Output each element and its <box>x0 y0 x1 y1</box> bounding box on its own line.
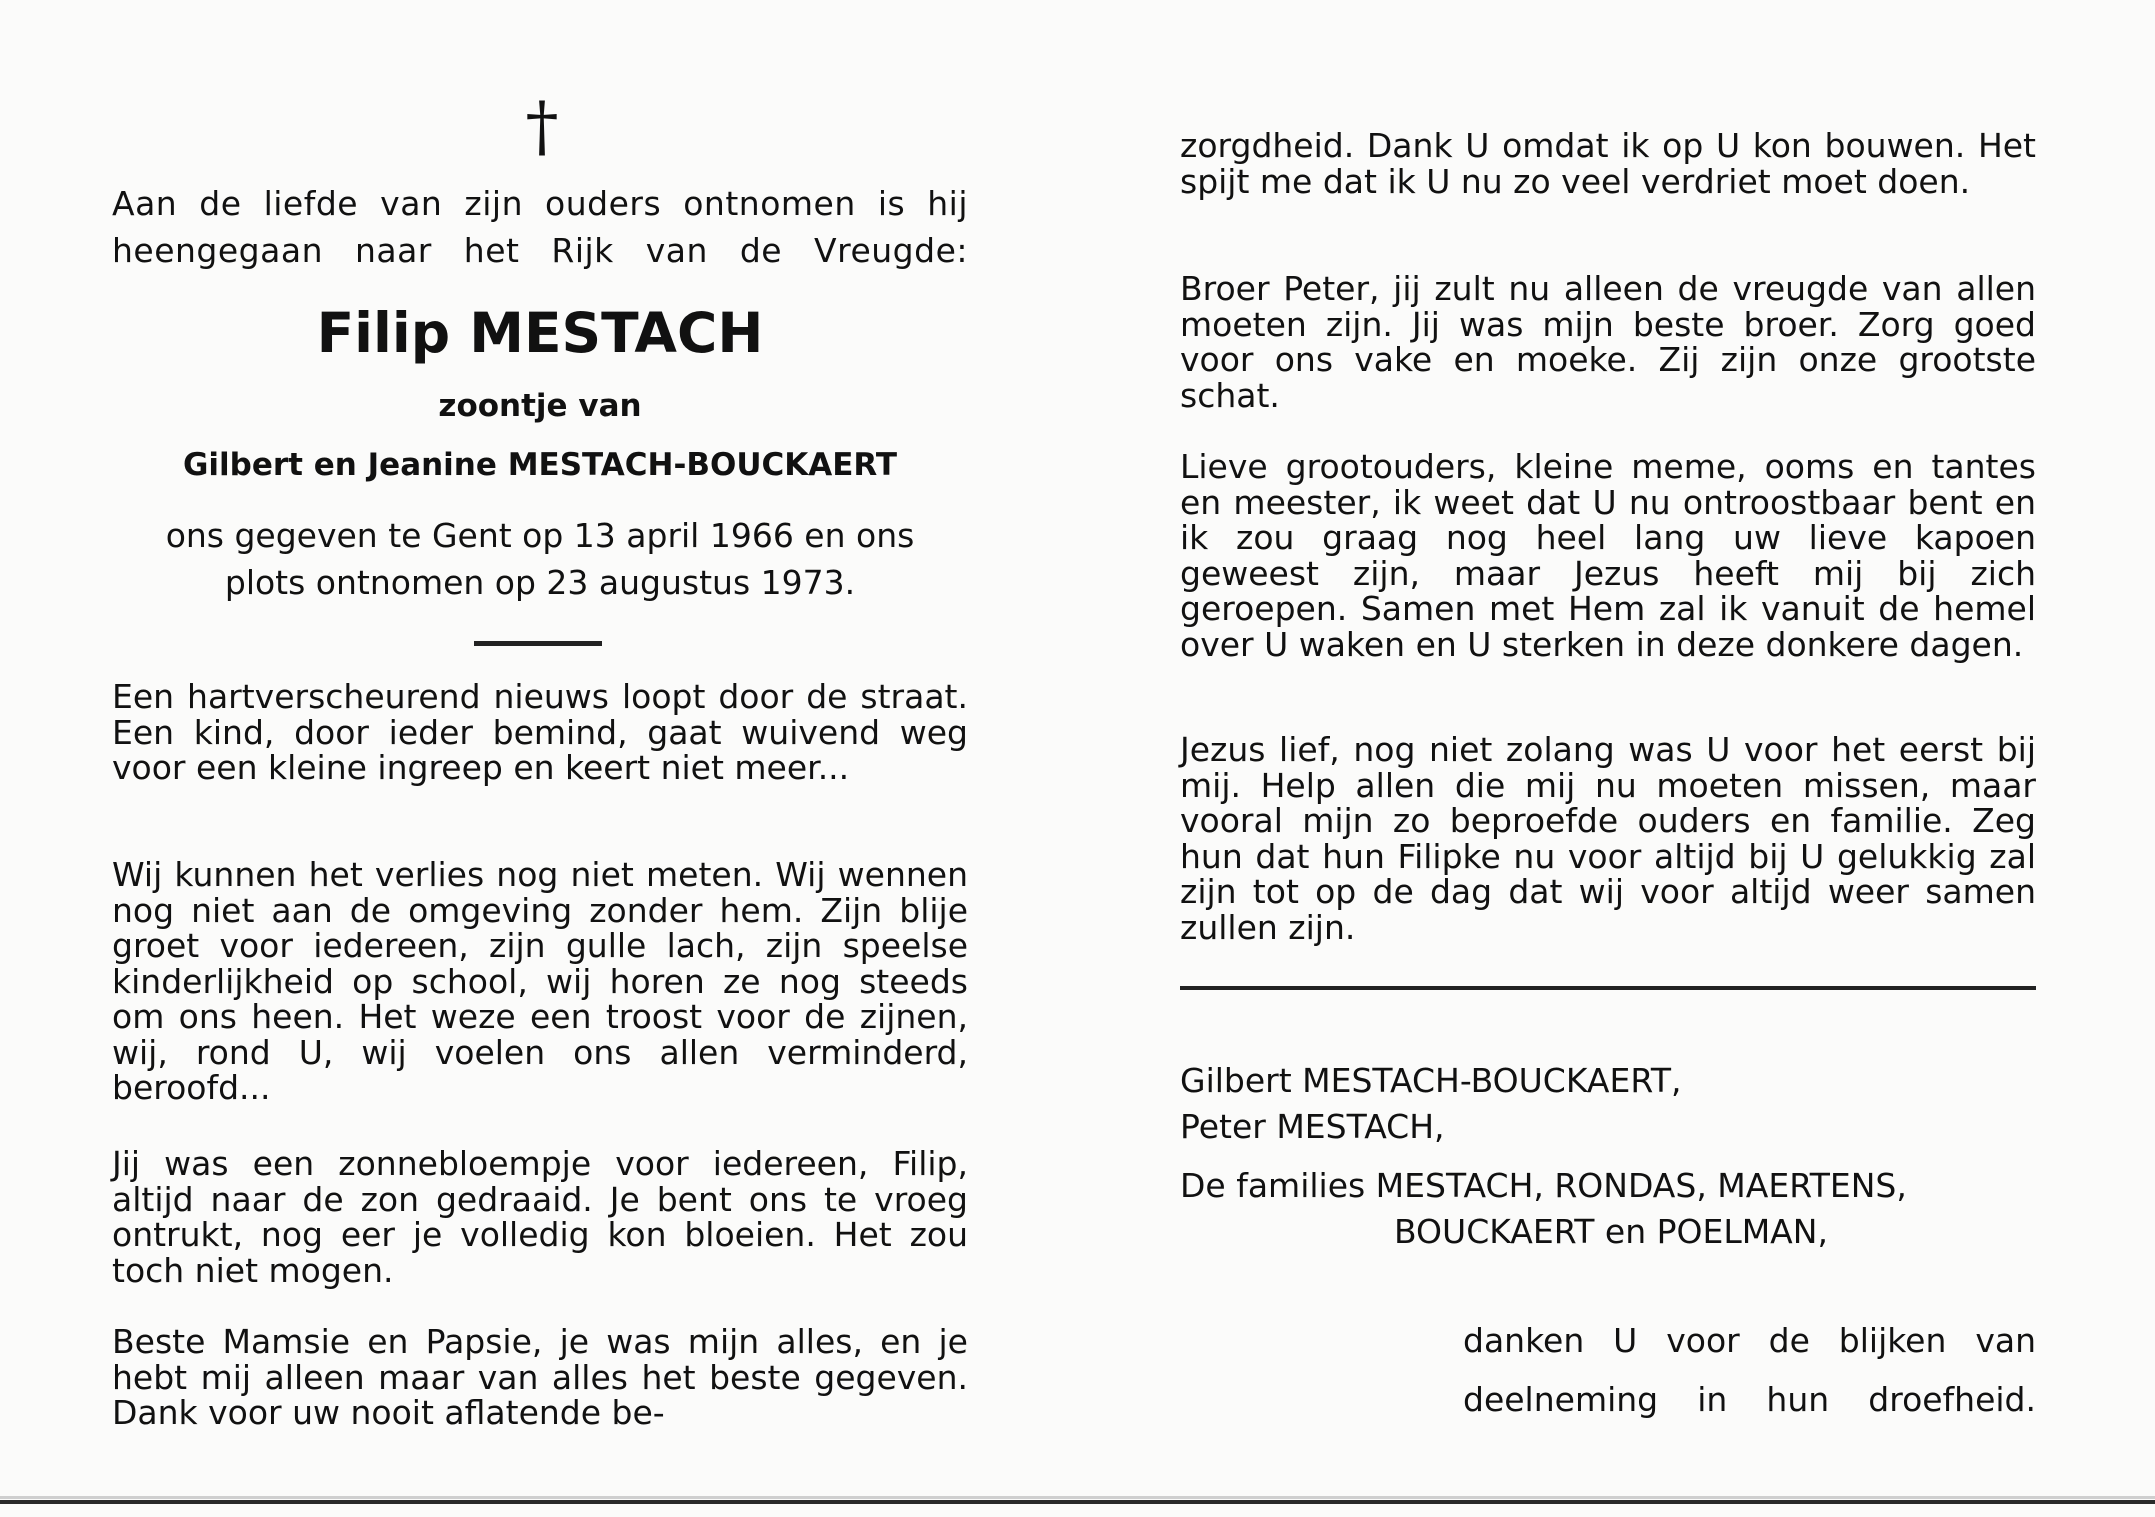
paragraph: Jij was een zonnebloempje voor iedereen, Filip, altijd naar de zon gedraaid. Je bent ons te vroeg ontrukt, nog eer je volledig kon bloeien. Het zou toch niet mogen. <box>112 1144 968 1290</box>
signatory-line: De families MESTACH, RONDAS, MAERTENS, <box>1180 1166 1907 1205</box>
dates-line: ons gegeven te Gent op 13 april 1966 en ons <box>165 516 915 555</box>
parents-names: Gilbert en Jeanine MESTACH-BOUCKAERT <box>182 447 898 483</box>
divider <box>474 641 602 646</box>
intro-line: heengegaan naar het Rijk van de Vreugde: <box>112 231 968 270</box>
paragraph: Beste Mamsie en Papsie, je was mijn alles, en je hebt mij alleen maar van alles het beste gegeven. Dank voor uw nooit aflatende be- <box>112 1322 968 1432</box>
thanks-line: deelneming in hun droefheid. <box>1463 1380 2036 1419</box>
signatory-line: BOUCKAERT en POELMAN, <box>1394 1212 1828 1251</box>
intro-text <box>112 180 968 274</box>
paragraph: zorgdheid. Dank U omdat ik op U kon bouwen. Het spijt me dat ik U nu zo veel verdriet moet doen. <box>1180 126 2036 201</box>
cross-icon: † <box>525 88 559 165</box>
relation-line: zoontje van <box>438 388 642 424</box>
intro-line: Aan de liefde van zijn ouders ontnomen is hij <box>112 184 968 223</box>
dates-line: plots ontnomen op 23 augustus 1973. <box>224 563 856 602</box>
signatory-line: Gilbert MESTACH-BOUCKAERT, <box>1180 1061 1682 1100</box>
paragraph: Broer Peter, jij zult nu alleen de vreugde van allen moeten zijn. Jij was mijn beste broer. Zorg goed voor ons vake en moeke. Zij zijn onze grootste schat. <box>1180 269 2036 415</box>
card-edge <box>0 1500 2155 1504</box>
deceased-name: Filip MESTACH <box>316 301 764 365</box>
paragraph: Wij kunnen het verlies nog niet meten. Wij wennen nog niet aan de omgeving zonder hem. Zijn blije groet voor iedereen, zijn gulle lach, zijn speelse kinderlijkheid op school, wij horen ze nog steeds om ons heen. Het weze een troost voor de zijnen, wij, rond U, wij voelen ons allen verminderd, beroofd... <box>112 855 968 1107</box>
right-page <box>1180 0 2036 1490</box>
divider <box>1180 986 2036 990</box>
left-page <box>112 0 968 1490</box>
card-edge-shadow <box>0 1496 2155 1499</box>
paragraph: Een hartverscheurend nieuws loopt door de straat. Een kind, door ieder bemind, gaat wuivend weg voor een kleine ingreep en keert niet meer... <box>112 677 968 787</box>
signatory-line: Peter MESTACH, <box>1180 1107 1445 1146</box>
paragraph: Jezus lief, nog niet zolang was U voor het eerst bij mij. Help allen die mij nu moeten missen, maar vooral mijn zo beproefde ouders en familie. Zeg hun dat hun Filipke nu voor altijd bij U gelukkig zal zijn tot op de dag dat wij voor altijd weer samen zullen zijn. <box>1180 730 2036 947</box>
birth-death-dates <box>112 512 968 606</box>
thanks-line: danken U voor de blijken van <box>1463 1321 2036 1360</box>
paragraph: Lieve grootouders, kleine meme, ooms en tantes en meester, ik weet dat U nu ontroostbaar bent en ik zou graag nog heel lang uw lieve kapoen geweest zijn, maar Jezus heeft mij bij zich geroepen. Samen met Hem zal ik vanuit de hemel over U waken en U sterken in deze donkere dagen. <box>1180 447 2036 664</box>
